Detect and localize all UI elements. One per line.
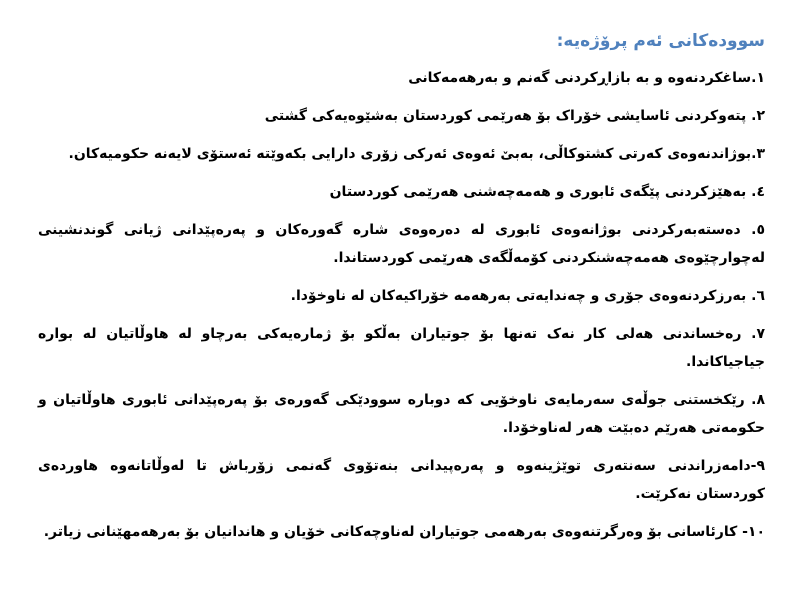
- list-item-1: ١.ساغکردنەوە و بە بازاڕکردنی گەنم و بەرهەمەکانی: [408, 70, 765, 86]
- list-item-8: ٨. رێکخستنی جوڵەی سەرمایەی ناوخۆیی کە دوبارە سوودێکی گەورەی بۆ پەرەپێدانی ئابوری هاوڵاتیان و حکومەتی هەرێم دەبێت هەر لەناوخۆدا.: [38, 392, 765, 436]
- document-body: [38, 24, 765, 556]
- list-item-6: ٦. بەرزکردنەوەی جۆری و چەندایەتی بەرهەمە خۆراکیەکان لە ناوخۆدا.: [290, 288, 765, 304]
- list-item-9: ٩-دامەزراندنی سەنتەری توێژینەوە و پەرەپیدانی بنەتۆوی گەنمی زۆرباش تا لەوڵاتانەوە هاوردەی کوردستان نەکرێت.: [38, 458, 765, 502]
- list-item-2: ٢. پتەوکردنی ئاسایشی خۆراک بۆ هەرێمی کوردستان بەشێوەیەکی گشتی: [264, 108, 765, 124]
- list-item-4: ٤. بەهێزکردنی پێگەی ئابوری و هەمەچەشنی هەرێمی کوردستان: [329, 184, 765, 200]
- section-heading: سوودەکانی ئەم پرۆژەیە:: [556, 31, 765, 51]
- list-item-3: ٣.بوژاندنەوەی کەرتی کشتوکاڵی، بەبێ ئەوەی ئەرکی زۆری دارایی بکەوێتە ئەستۆی لایەنە حکومیەکان.: [68, 146, 765, 162]
- list-item-10: ١٠- کارئاسانی بۆ وەرگرتنەوەی بەرهەمی جوتیاران لەناوچەکانی خۆیان و هاندانیان بۆ بەرهەمهێنانی زیاتر.: [43, 524, 765, 540]
- list-item-5: ٥. دەستەبەرکردنی بوژانەوەی ئابوری لە دەرەوەی شارە گەورەکان و پەرەپێدانی ژیانی گوندنشینی لەچوارچێوەی هەمەچەشنکردنی کۆمەڵگەی هەرێمی کوردستاندا.: [38, 222, 765, 266]
- list-item-7: ٧. رەخساندنی هەلی کار نەک تەنها بۆ جوتیاران بەڵکو بۆ ژمارەیەکی بەرچاو لە هاوڵاتیان لە بوارە جیاجیاکاندا.: [38, 326, 765, 370]
